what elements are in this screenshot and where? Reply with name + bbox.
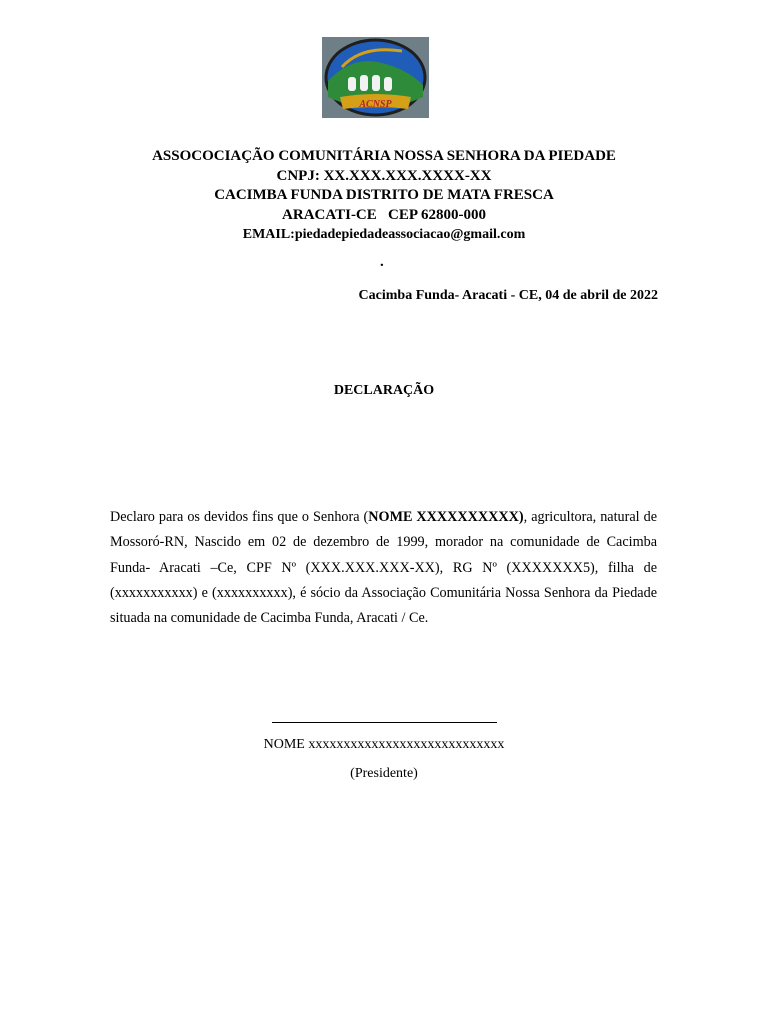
logo-text: ACNSP xyxy=(359,99,392,110)
association-logo xyxy=(322,37,429,118)
document-title: DECLARAÇÃO xyxy=(333,383,435,398)
body-intro: Declaro para os devidos fins que o Senhora ( xyxy=(110,509,369,525)
body-rest: , agricultora, natural de Mossoró-RN, Nascido em 02 de dezembro de 1999, morador na comunidade de Cacimba Funda- Aracati –Ce, CPF Nº (XXX.XXX.XXX-XX), RG Nº (XXXXXXX5), filha de (xxxxxxxxxxx) e (xxxxxxxxxx), é sócio da Associação Comunitária Nossa Senhora da Piedade situada na comunidade de Cacimba Funda, Aracati / Ce. xyxy=(110,509,657,627)
date-line: Cacimba Funda- Aracati - CE, 04 de abril de 2022 xyxy=(358,288,658,303)
signatory-role: (Presidente) xyxy=(350,766,418,781)
separator-dot: . xyxy=(380,254,384,270)
signatory-name: NOME xxxxxxxxxxxxxxxxxxxxxxxxxxxx xyxy=(263,737,505,752)
email-line: EMAIL:piedadepiedadeassociacao@gmail.com xyxy=(242,227,526,242)
cep: CEP 62800-000 xyxy=(388,206,486,223)
cnpj-line: CNPJ: XX.XXX.XXX.XXXX-XX xyxy=(276,167,492,184)
city-cep-line xyxy=(0,206,768,226)
declaration-body xyxy=(110,505,657,631)
association-name: ASSOCOCIAÇÃO COMUNITÁRIA NOSSA SENHORA DA PIEDADE xyxy=(152,148,616,164)
city: ARACATI-CE xyxy=(282,206,377,223)
declared-person-name: NOME XXXXXXXXXX) xyxy=(368,509,524,525)
association-header xyxy=(0,147,768,245)
location-line: CACIMBA FUNDA DISTRITO DE MATA FRESCA xyxy=(214,187,554,203)
signature-line xyxy=(272,722,497,723)
